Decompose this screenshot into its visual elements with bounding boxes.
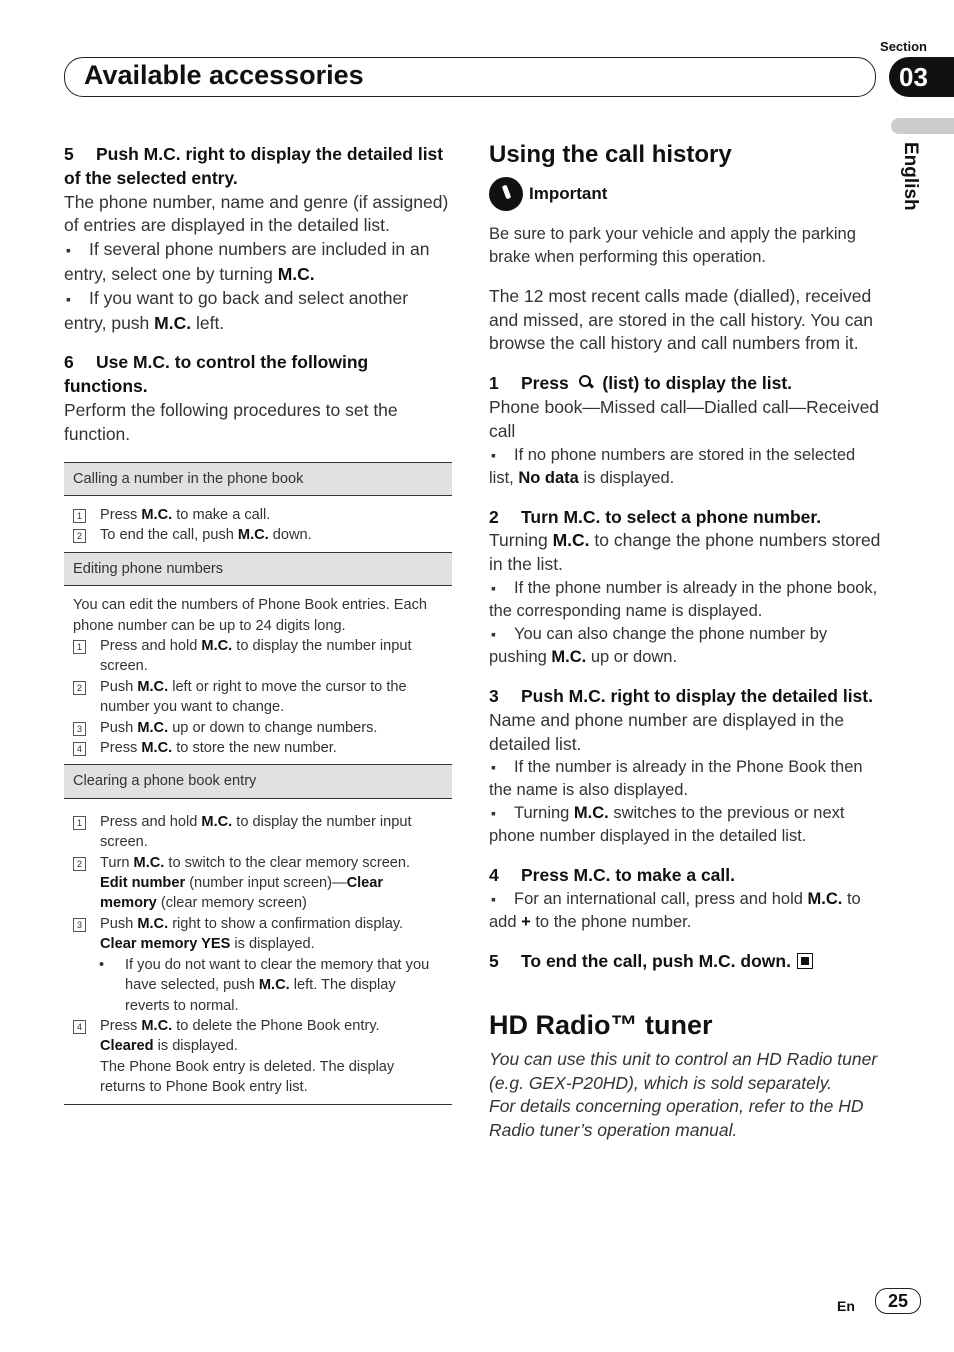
table-row: 2 To end the call, push M.C. down. [73, 525, 443, 545]
step-2-text: Turning M.C. to change the phone numbers stored in the list. [489, 530, 881, 575]
right-column [489, 143, 881, 1143]
step-4-heading: 4 Press M.C. to make a call. [489, 865, 735, 886]
search-icon [577, 375, 595, 389]
table-section-header: Calling a number in the phone book [64, 462, 452, 495]
table-section-header: Clearing a phone book entry [64, 765, 452, 798]
step-3-bullet-1: ▪ If the number is already in the Phone Book then the name is also displayed. [489, 756, 881, 802]
table-row: 3 Push M.C. up or down to change numbers. [73, 718, 443, 738]
end-section-icon [797, 953, 813, 969]
function-table [64, 462, 452, 1105]
page-number: 25 [875, 1288, 921, 1314]
step-1-text: Phone book—Missed call—Dialled call—Received call [489, 396, 880, 441]
table-intro: You can edit the numbers of Phone Book entries. Each phone number can be up to 24 digits long. [73, 597, 427, 634]
step-2-bullet-1: ▪ If the phone number is already in the phone book, the corresponding name is displayed. [489, 577, 881, 623]
table-row: 2 Push M.C. left or right to move the cursor to the number you want to change. [73, 677, 443, 718]
table-row: 3 Push M.C. right to show a confirmation display. Clear memory YES is displayed. [73, 914, 443, 955]
step-5-bullet-2: ▪ If you want to go back and select another entry, push M.C. left. [64, 287, 452, 336]
important-note [489, 177, 881, 211]
language-tab [891, 118, 954, 134]
table-row: 2 Turn M.C. to switch to the clear memory screen. Edit number (number input screen)—Clear memory (clear memory screen) [73, 853, 443, 914]
step-6-text: Perform the following procedures to set the function. [64, 399, 398, 444]
important-icon [489, 177, 523, 211]
step-6-heading: 6 Use M.C. to control the following functions. [64, 352, 369, 397]
step-2-heading: 2 Turn M.C. to select a phone number. [489, 506, 822, 527]
step-4-bullet: ▪ For an international call, press and hold M.C. to add + to the phone number. [489, 888, 881, 934]
language-label: English [900, 142, 921, 211]
table-row: 4 Press M.C. to delete the Phone Book entry. Cleared is displayed. The Phone Book entry is deleted. The display returns to Phone Book entry list. [73, 1016, 443, 1098]
hd-radio-heading: HD Radio™ tuner [489, 1009, 713, 1040]
table-sub-bullet: • If you do not want to clear the memory that you have selected, push M.C. left. The display reverts to normal. [99, 956, 430, 1014]
table-section-body [64, 798, 452, 1104]
step-3-text: Name and phone number are displayed in the detailed list. [489, 709, 845, 754]
important-label: Important [529, 183, 608, 203]
section-label: Section [880, 39, 927, 54]
table-row: 1 Press and hold M.C. to display the number input screen. [73, 812, 443, 853]
step-2-bullet-2: ▪ You can also change the phone number by pushing M.C. up or down. [489, 623, 881, 669]
table-row: 1 Press and hold M.C. to display the number input screen. [73, 636, 443, 677]
step-5-bullet-1: ▪ If several phone numbers are included in an entry, select one by turning M.C. [64, 238, 452, 287]
section-number-tab: 03 [889, 57, 954, 97]
hd-radio-text-2: For details concerning operation, refer to the HD Radio tuner’s operation manual. [489, 1096, 864, 1141]
table-section-header: Editing phone numbers [64, 552, 452, 585]
table-row: 4 Press M.C. to store the new number. [73, 738, 443, 758]
call-history-heading: Using the call history [489, 141, 732, 168]
hd-radio-text-1: You can use this unit to control an HD Radio tuner (e.g. GEX-P20HD), which is sold separately. [489, 1048, 878, 1093]
table-section-body [64, 586, 452, 765]
step-5-heading: 5 Push M.C. right to display the detailed list of the selected entry. [64, 144, 444, 188]
step-3-bullet-2: ▪ Turning M.C. switches to the previous or next phone number displayed in the detailed list. [489, 802, 881, 848]
table-row: 1 Press M.C. to make a call. [73, 505, 443, 525]
step-1-heading: 1 Press (list) to display the list. [489, 373, 793, 394]
footer-language: En [837, 1298, 855, 1314]
page-title: Available accessories [84, 60, 364, 90]
step-5-heading: 5 To end the call, push M.C. down. [489, 950, 881, 974]
table-section-body [64, 495, 452, 552]
step-5-text: The phone number, name and genre (if assigned) of entries are displayed in the detailed list. [64, 191, 449, 236]
step-3-heading: 3 Push M.C. right to display the detailed list. [489, 685, 873, 706]
important-text: Be sure to park your vehicle and apply the parking brake when performing this operation. [489, 224, 856, 266]
step-1-bullet: ▪ If no phone numbers are stored in the selected list, No data is displayed. [489, 444, 881, 490]
call-history-intro: The 12 most recent calls made (dialled), received and missed, are stored in the call history. You can browse the call history and call numbers from it. [489, 285, 873, 354]
left-column [64, 143, 452, 1105]
